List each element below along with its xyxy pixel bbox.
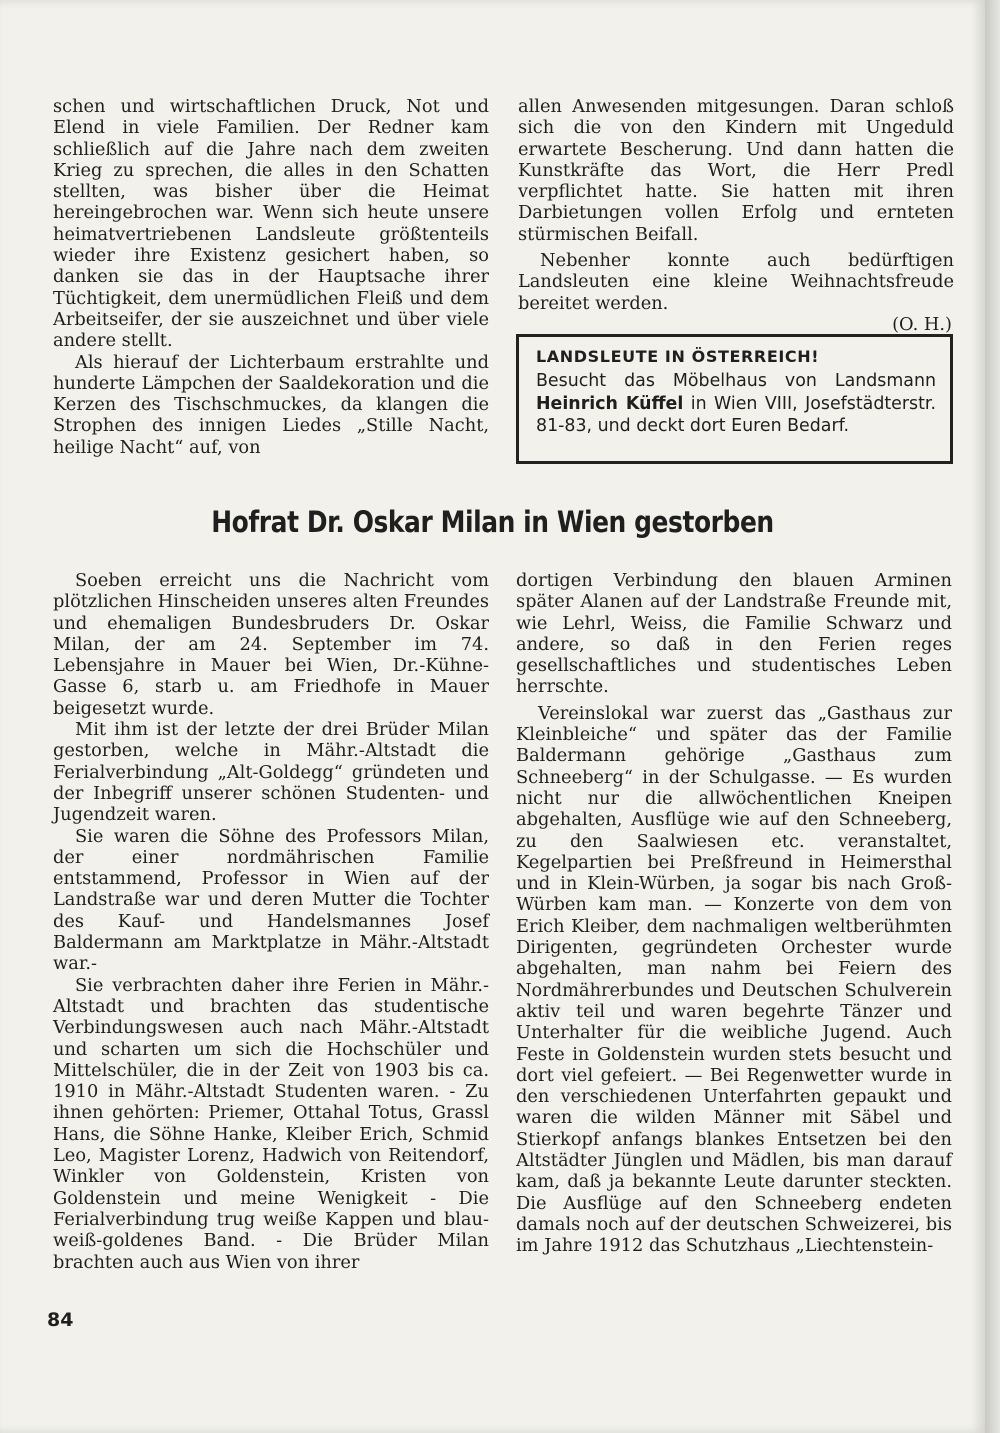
signature: (O. H.) (892, 313, 952, 335)
advertisement-box (516, 334, 953, 464)
paragraph: schen und wirtschaftlichen Druck, Not und Elend in viele Familien. Der Redner kam schließlich auf die Jahre nach dem zweiten Krieg zu sprechen, die alles in den Schatten stellten, was bisher über die Heimat hereingebrochen war. Wenn sich heute unsere heimatvertriebenen Landsleute größtenteils wieder ihre Existenz gesichert haben, so danken sie das in der Hauptsache ihrer Tüchtigkeit, dem unermüdlichen Fleiß und dem Arbeitseifer, der sie auszeichnet und über viele andere stellt. (53, 96, 489, 352)
page-edge-shadow (985, 0, 1000, 1433)
ad-text-after: in Wien VIII, Josefstädterstr. 81-83, und deckt dort Euren Bedarf. (536, 393, 936, 436)
paragraph: Als hierauf der Lichterbaum erstrahlte und hunderte Lämpchen der Saaldekoration und die Kerzen des Tischschmuckes, da klangen die Strophen des innigen Liedes „Stille Nacht, heilige Nacht“ auf, von (53, 351, 489, 458)
page-number: 84 (47, 1309, 74, 1331)
ad-text-before: Besucht das Möbelhaus von Landsmann (536, 371, 936, 391)
top-left-column (53, 96, 489, 458)
paragraph: allen Anwesenden mitgesungen. Daran schloß sich die von den Kindern mit Ungeduld erwartete Bescherung. Und dann hatten die Kunstkräfte das Wort, die Herr Predl verpflichtet hatte. Sie hatten mit ihren Darbietungen vollen Erfolg und ernteten stürmischen Beifall. (518, 96, 954, 245)
paragraph: Vereinslokal war zuerst das „Gasthaus zur Kleinbleiche“ und später das der Familie Baldermann gehörige „Gasthaus zum Schneeberg“ in der Schulgasse. — Es wurden nicht nur die allwöchentlichen Kneipen abgehalten, Ausflüge wie auf den Schneeberg, zu den Saalwiesen etc. veranstaltet, Kegelpartien bei Preßfreund in Heimersthal und in Klein-Würben, ja sogar bis nach Groß-Würben kam man. — Konzerte von dem von Erich Kleiber, dem nachmaligen weltberühmten Dirigenten, gegründeten Orchester wurde abgehalten, man nahm bei Feiern des Nordmährerbundes und Deutschen Schulverein aktiv teil und waren begehrte Tänzer und Unterhalter für die weibliche Jugend. Auch Feste in Goldenstein wurden stets besucht und dort viel gefeiert. — Bei Regenwetter wurde in den verschiedenen Unterfahrten gepaukt und waren die wilden Männer mit Säbel und Stierkopf anfangs blankes Entsetzen bei den Altstädter Jünglen und Mädlen, bis man darauf kam, daß ja bekannte Leute darunter steckten. Die Ausflüge auf den Schneeberg endeten damals noch auf der deutschen Schweizerei, bis im Jahre 1912 das Schutzhaus „Liechtenstein- (516, 702, 952, 1257)
paragraph: Mit ihm ist der letzte der drei Brüder Milan gestorben, welche in Mähr.-Altstadt die Ferialverbindung „Alt-Goldegg“ gründeten und der Inbegriff unserer schönen Studenten- und Jugendzeit waren. (53, 719, 489, 826)
signature-line (518, 314, 954, 335)
paragraph: Sie verbrachten daher ihre Ferien in Mähr.-Altstadt und brachten das studentische Verbindungswesen auch nach Mähr.-Altstadt und scharten um sich die Hochschüler und Mittelschüler, die in der Zeit von 1903 bis ca. 1910 in Mähr.-Altstadt Studenten waren. - Zu ihnen gehörten: Priemer, Ottahal Totus, Grassl Hans, die Söhne Hanke, Kleiber Erich, Schmid Leo, Magister Lorenz, Hadwich von Reitendorf, Winkler von Goldenstein, Kristen von Goldenstein und meine Wenigkeit - Die Ferialverbindung trug weiße Kappen und blau-weiß-goldenes Band. - Die Brüder Milan brachten auch aus Wien von ihrer (53, 974, 489, 1273)
ad-heading: LANDSLEUTE IN ÖSTERREICH! (536, 347, 820, 366)
article-left-column (53, 570, 489, 1273)
top-right-column (518, 96, 954, 335)
paragraph: Sie waren die Söhne des Professors Milan, der einer nordmährischen Familie entstammend, Professor in Wien auf der Landstraße war und deren Mutter die Tochter des Kauf- und Handelsmannes Josef Baldermann am Marktplatze in Mähr.-Altstadt war.- (53, 825, 489, 975)
ad-text (536, 370, 936, 438)
article-headline: Hofrat Dr. Oskar Milan in Wien gestorben (211, 505, 774, 539)
article-right-column (516, 570, 952, 1257)
paragraph: Soeben erreicht uns die Nachricht vom plötzlichen Hinscheiden unseres alten Freundes und ehemaligen Bundesbruders Dr. Oskar Milan, der am 24. September im 74. Lebensjahre in Mauer bei Wien, Dr.-Kühne-Gasse 6, starb u. am Friedhofe in Mauer beigesetzt wurde. (53, 570, 489, 719)
ad-name: Heinrich Küffel (536, 393, 684, 414)
paragraph: dortigen Verbindung den blauen Arminen später Alanen auf der Landstraße Freunde mit, wie Lehrl, Weiss, die Familie Schwarz und andere, so daß in den Ferien reges gesellschaftliches und studentisches Leben herrschte. (516, 570, 952, 698)
paragraph: Nebenher konnte auch bedürftigen Landsleuten eine kleine Weihnachtsfreude bereitet werden. (518, 250, 954, 314)
